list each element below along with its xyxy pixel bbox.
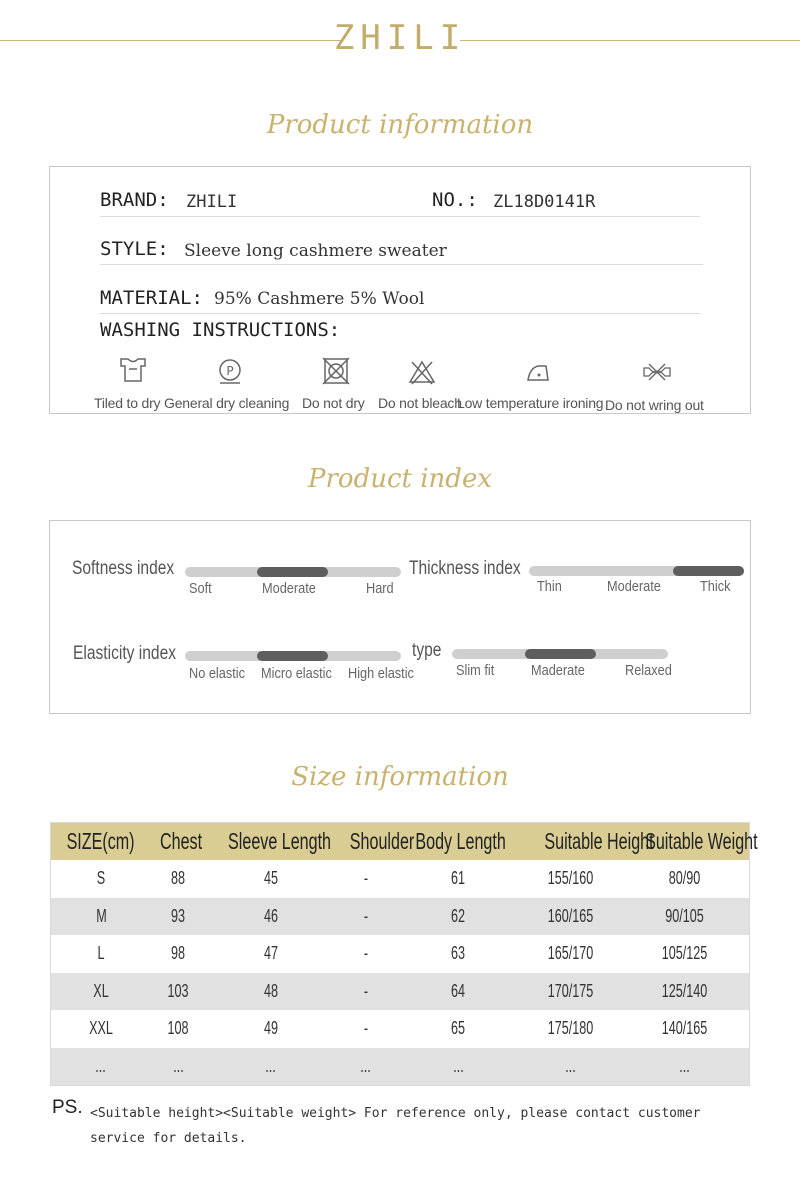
table-cell: 62 [451, 905, 466, 926]
elasticity-index-label: Elasticity index [73, 643, 177, 664]
table-row [51, 935, 749, 973]
material-value: 95% Cashmere 5% Wool [214, 289, 425, 309]
divider [100, 264, 703, 265]
table-cell: 90/105 [665, 905, 705, 926]
header-cell: Shoulder [349, 828, 415, 854]
elasticity-option-micro-elastic: Micro elastic [261, 665, 332, 682]
washing-label-low-iron: Low temperature ironing [457, 395, 604, 411]
table-cell: - [363, 980, 369, 1001]
washing-instructions-label: WASHING INSTRUCTIONS: [100, 319, 341, 341]
thickness-option-thick: Thick [700, 578, 731, 595]
type-track [452, 649, 668, 659]
washing-label-dry-cleaning: General dry cleaning [164, 395, 290, 411]
elasticity-option-high-elastic: High elastic [348, 665, 414, 682]
no-value: ZL18D0141R [493, 192, 596, 212]
header-cell: SIZE(cm) [67, 828, 135, 854]
header-cell: Sleeve Length [228, 828, 332, 854]
table-cell: 88 [171, 868, 186, 889]
brand-value: ZHILI [186, 192, 238, 212]
style-label: STYLE: [100, 238, 169, 260]
table-cell: 80/90 [669, 868, 701, 889]
table-cell: - [363, 1018, 369, 1039]
table-row [51, 1048, 749, 1086]
do-not-wring-icon [641, 358, 673, 386]
washing-label-do-not-dry: Do not dry [302, 395, 365, 411]
thickness-selected-bar [673, 566, 744, 576]
ps-note: <Suitable height><Suitable weight> For reference only, please contact customer service for details. [90, 1106, 701, 1146]
washing-label-tiled-to-dry: Tiled to dry [94, 395, 161, 411]
table-cell: 61 [451, 868, 466, 889]
table-cell: 45 [263, 868, 279, 889]
iron-low-icon [524, 358, 556, 386]
table-cell: - [363, 905, 369, 926]
brand-label: BRAND: [100, 189, 169, 211]
size-information-title: Size information [291, 762, 509, 792]
table-cell: - [363, 943, 369, 964]
svg-text:P: P [226, 364, 234, 378]
style-value: Sleeve long cashmere sweater [184, 241, 447, 261]
header-cell: Suitable Height [544, 828, 654, 854]
type-option-slim-fit: Slim fit [456, 662, 495, 679]
product-information-title: Product information [266, 110, 534, 140]
thickness-track [529, 566, 744, 576]
table-cell: XXL [89, 1018, 113, 1039]
thickness-index-label: Thickness index [409, 558, 521, 579]
table-cell: 160/165 [548, 905, 594, 926]
tiled-to-dry-icon [117, 356, 149, 384]
type-option-maderate: Maderate [531, 662, 585, 679]
table-cell: XL [93, 980, 109, 1001]
header-cell: Chest [160, 828, 203, 854]
washing-label-do-not-wring: Do not wring out [605, 397, 704, 413]
table-cell: 46 [263, 905, 279, 926]
table-cell: L [97, 943, 105, 964]
size-table-header [51, 823, 758, 860]
dry-clean-p-icon [214, 357, 246, 385]
softness-index-label: Softness index [72, 558, 175, 579]
header-cell: Body Length [415, 828, 506, 854]
table-cell: 49 [263, 1018, 279, 1039]
product-index-box [49, 520, 751, 714]
table-cell: 175/180 [548, 1018, 594, 1039]
table-cell: S [96, 868, 106, 889]
type-index-label: type [412, 640, 442, 661]
softness-track [185, 567, 401, 577]
divider [100, 313, 700, 314]
table-cell: 98 [171, 943, 186, 964]
table-cell: 47 [263, 943, 279, 964]
washing-label-do-not-bleach: Do not bleach [378, 395, 462, 411]
table-cell: 170/175 [548, 980, 594, 1001]
elasticity-selected-bar [257, 651, 328, 661]
table-cell: ... [173, 1055, 184, 1076]
do-not-bleach-icon [406, 358, 438, 386]
table-cell: ... [265, 1055, 277, 1076]
softness-option-moderate: Moderate [262, 580, 316, 597]
table-cell: 64 [451, 980, 466, 1001]
table-cell: 140/165 [662, 1018, 708, 1039]
table-row [51, 973, 749, 1011]
table-cell: 125/140 [662, 980, 708, 1001]
ps-mark: PS. [52, 1097, 83, 1118]
softness-selected-bar [257, 567, 328, 577]
table-row [51, 860, 749, 898]
elasticity-track [185, 651, 401, 661]
table-cell: ... [565, 1055, 577, 1076]
elasticity-option-no-elastic: No elastic [189, 665, 245, 682]
table-cell: 93 [171, 905, 186, 926]
table-row [51, 898, 749, 936]
softness-option-hard: Hard [366, 580, 394, 597]
no-label: NO.: [432, 189, 478, 211]
table-cell: ... [453, 1055, 464, 1076]
type-option-relaxed: Relaxed [625, 662, 672, 679]
thickness-option-thin: Thin [537, 578, 562, 595]
table-cell: 108 [167, 1018, 190, 1039]
divider [100, 216, 700, 217]
header-cell: Suitable Weight [645, 828, 758, 854]
table-cell: 155/160 [548, 868, 594, 889]
table-cell: - [363, 868, 369, 889]
table-cell: 105/125 [662, 943, 708, 964]
table-row [51, 1010, 749, 1048]
brand-title: ZHILI [333, 18, 467, 58]
type-selected-bar [525, 649, 596, 659]
table-cell: 63 [451, 943, 466, 964]
table-cell: M [95, 905, 107, 926]
table-cell: 65 [451, 1018, 466, 1039]
material-label: MATERIAL: [100, 287, 203, 309]
product-index-title: Product index [308, 464, 492, 494]
table-cell: ... [679, 1055, 691, 1076]
table-cell: 48 [263, 980, 279, 1001]
size-table [50, 822, 758, 1086]
table-cell: ... [360, 1055, 372, 1076]
table-cell: ... [95, 1055, 107, 1076]
softness-option-soft: Soft [189, 580, 212, 597]
thickness-option-moderate: Moderate [607, 578, 661, 595]
do-not-tumble-dry-icon [320, 357, 352, 385]
table-cell: 103 [167, 980, 190, 1001]
table-cell: 165/170 [548, 943, 594, 964]
